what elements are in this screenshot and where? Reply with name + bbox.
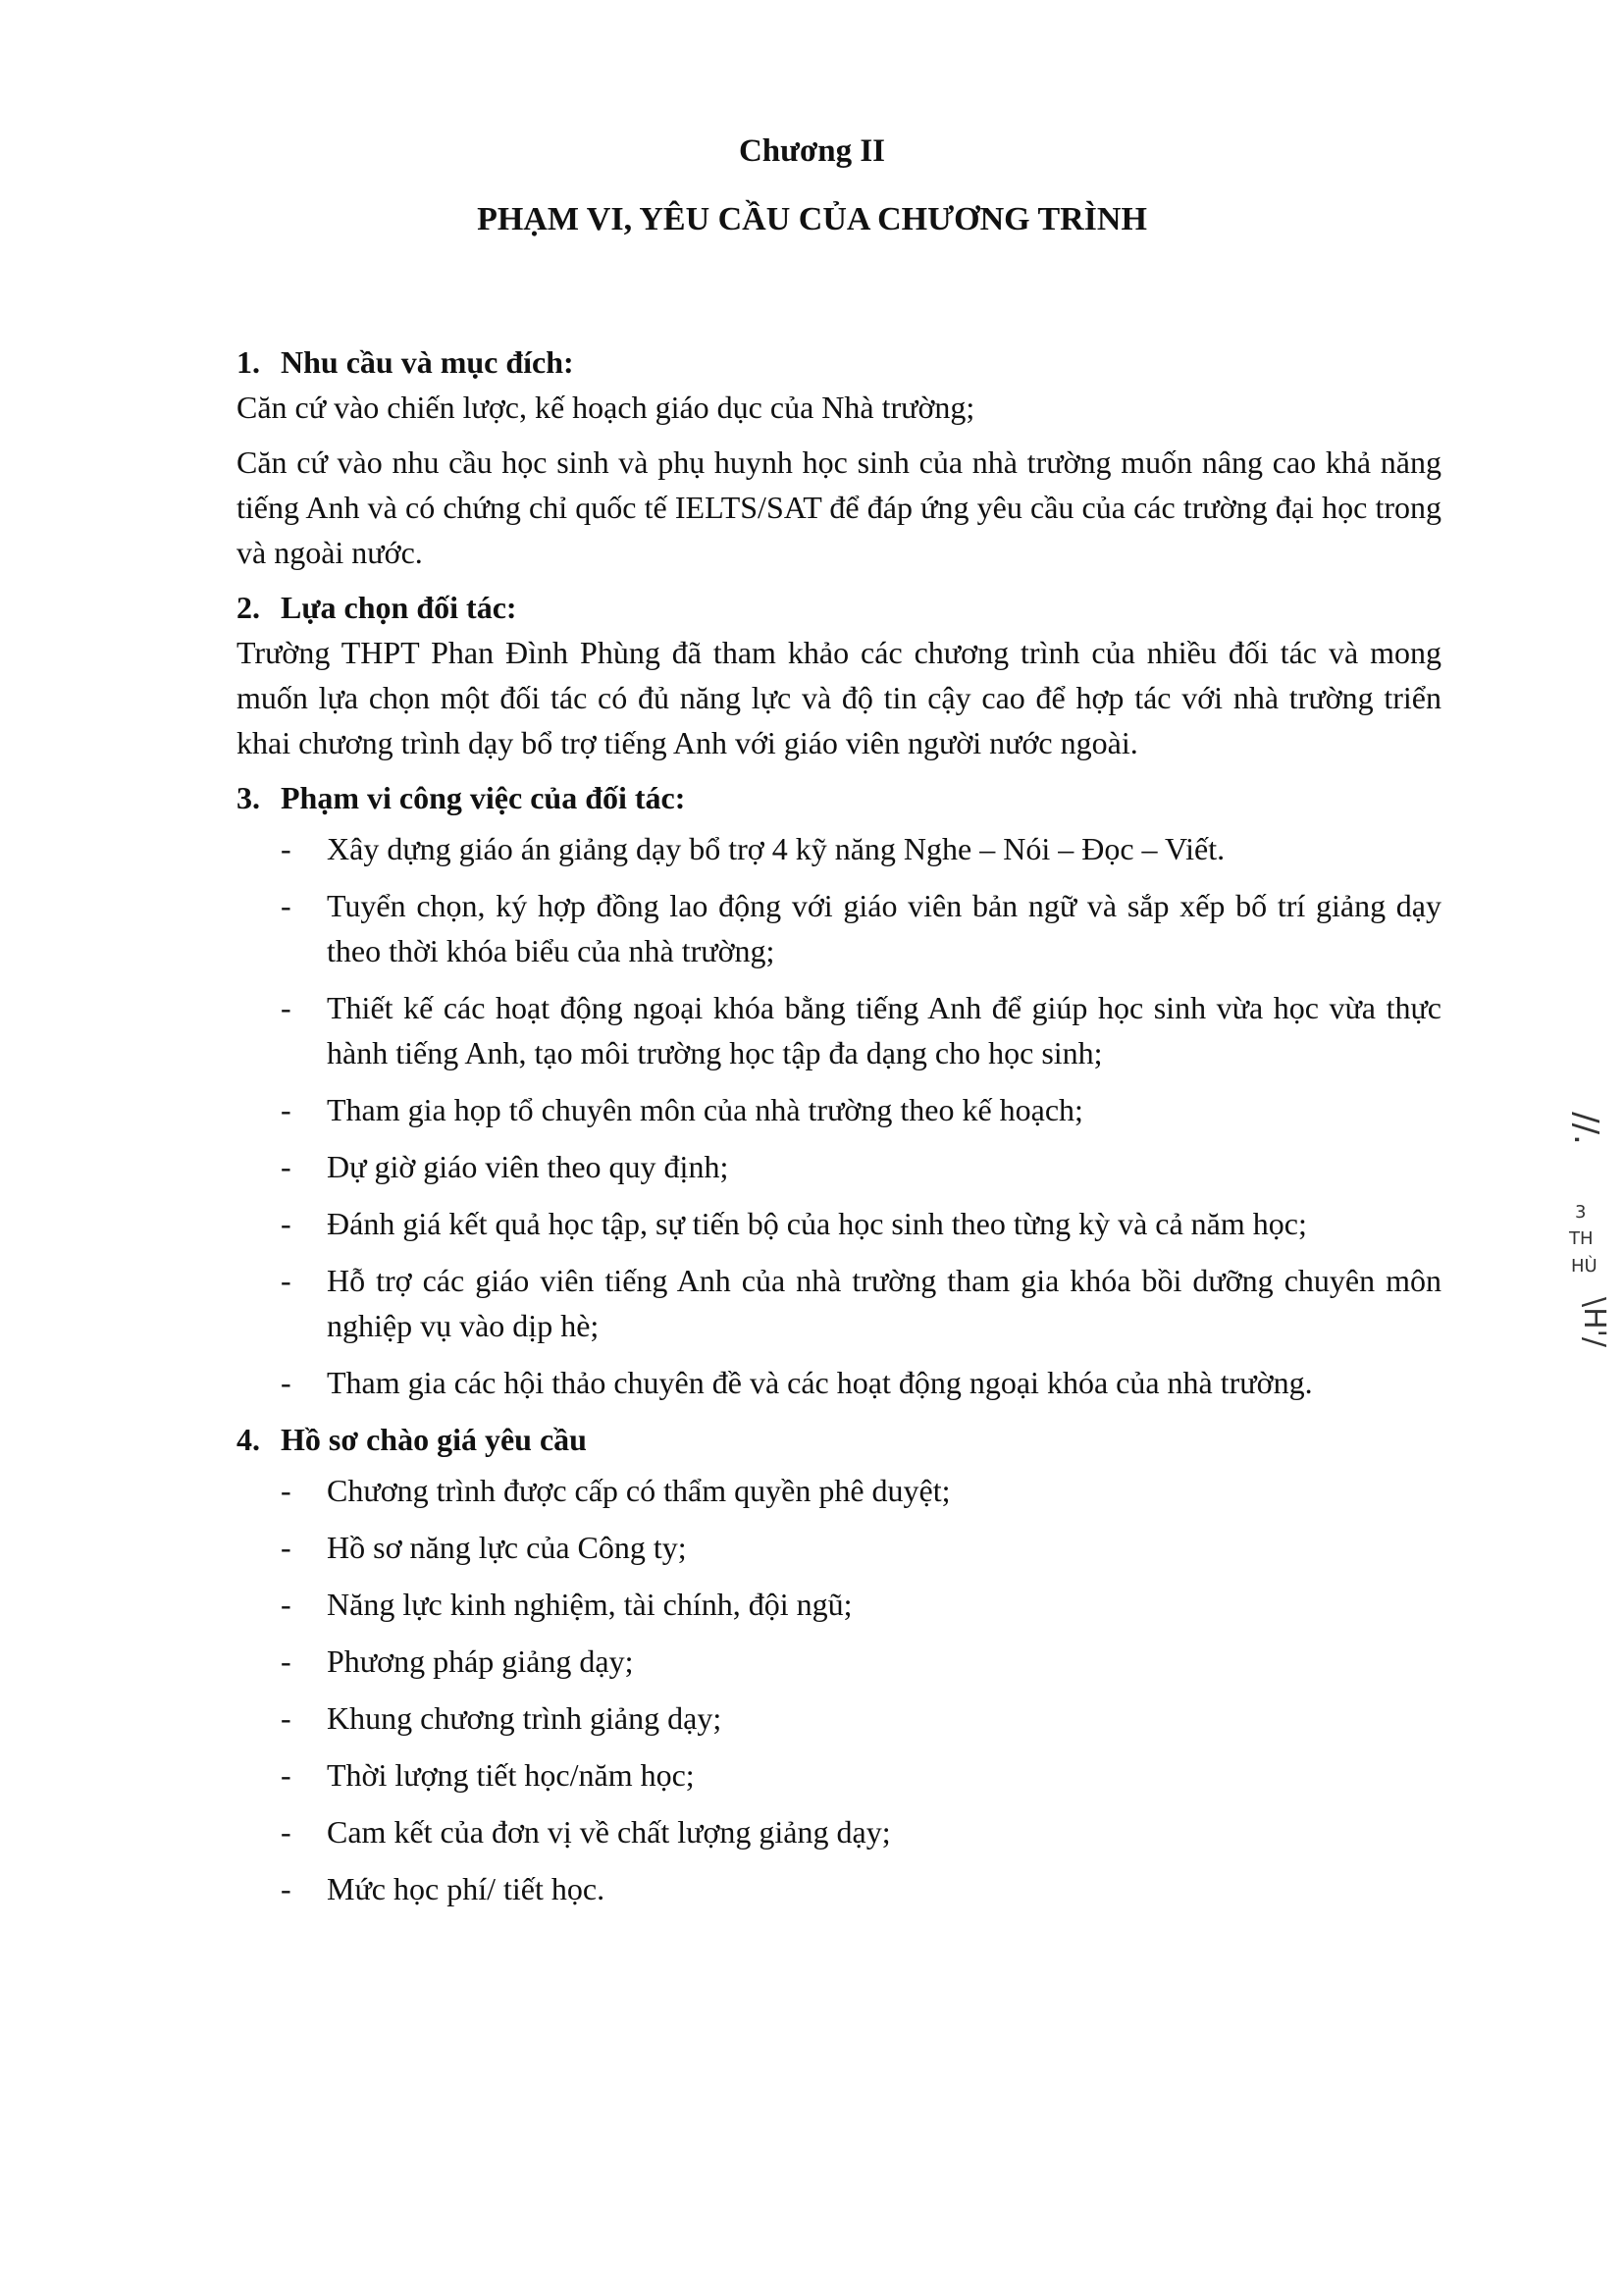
section-heading-text: Nhu cầu và mục đích: [281,344,574,380]
requirements-list [236,1468,1441,1911]
dash-bullet: - [281,1365,291,1400]
list-item: - Tham gia các hội thảo chuyên đề và các hoạt động ngoại khóa của nhà trường. [236,1360,1441,1405]
dash-bullet: - [281,888,291,923]
section-heading-text: Phạm vi công việc của đối tác: [281,780,686,815]
dash-bullet: - [281,1473,291,1508]
dash-bullet: - [281,1700,291,1736]
dash-bullet: - [281,831,291,866]
section-heading [236,1417,1441,1462]
list-item: - Tham gia họp tổ chuyên môn của nhà trường theo kế hoạch; [236,1087,1441,1132]
section-number: 2. [236,590,260,625]
list-item: - Xây dựng giáo án giảng dạy bổ trợ 4 kỹ năng Nghe – Nói – Đọc – Viết. [236,826,1441,871]
dash-bullet: - [281,1643,291,1679]
list-item: - Dự giờ giáo viên theo quy định; [236,1144,1441,1189]
document-body [236,339,1441,1923]
dash-bullet: - [281,1206,291,1241]
section-heading [236,339,1441,385]
dash-bullet: - [281,1530,291,1565]
list-item: - Thời lượng tiết học/năm học; [236,1752,1441,1798]
list-item: - Đánh giá kết quả học tập, sự tiến bộ của học sinh theo từng kỳ và cả năm học; [236,1201,1441,1246]
section-number: 1. [236,344,260,380]
list-item: - Hồ sơ năng lực của Công ty; [236,1525,1441,1570]
dash-bullet: - [281,1757,291,1793]
paragraph: Trường THPT Phan Đình Phùng đã tham khảo các chương trình của nhiều đối tác và mong muốn lựa chọn một đối tác có đủ năng lực và độ tin cậy cao để hợp tác với nhà trường triển khai chương trình dạy bổ trợ tiếng Anh với giáo viên người nước ngoài. [236,635,1441,760]
document-title: PHẠM VI, YÊU CẦU CỦA CHƯƠNG TRÌNH [477,201,1147,237]
seal-mark: \H'/ [1577,1296,1612,1348]
seal-mark: //. [1565,1112,1605,1145]
list-item: - Chương trình được cấp có thẩm quyền phê duyệt; [236,1468,1441,1513]
section-heading-text: Hồ sơ chào giá yêu cầu [281,1422,587,1457]
list-item: - Phương pháp giảng dạy; [236,1639,1441,1684]
dash-bullet: - [281,1871,291,1906]
paragraph: Căn cứ vào chiến lược, kế hoạch giáo dục của Nhà trường; [236,390,975,425]
section-number: 3. [236,780,260,815]
list-item: - Thiết kế các hoạt động ngoại khóa bằng tiếng Anh để giúp học sinh vừa học vừa thực hành tiếng Anh, tạo môi trường học tập đa dạng cho học sinh; [236,985,1441,1075]
dash-bullet: - [281,1263,291,1298]
seal-text: 3 [1575,1202,1587,1223]
dash-bullet: - [281,1587,291,1622]
paragraph: Căn cứ vào nhu cầu học sinh và phụ huynh học sinh của nhà trường muốn nâng cao khả năng tiếng Anh và có chứng chỉ quốc tế IELTS/SAT để đáp ứng yêu cầu của các trường đại học trong và ngoài nước. [236,444,1441,570]
margin-seal-fragment [1555,1109,1614,1364]
list-item: - Khung chương trình giảng dạy; [236,1695,1441,1741]
dash-bullet: - [281,1092,291,1127]
chapter-heading: Chương II [738,133,886,169]
list-item: - Tuyển chọn, ký hợp đồng lao động với giáo viên bản ngữ và sắp xếp bố trí giảng dạy theo thời khóa biểu của nhà trường; [236,883,1441,973]
list-item: - Cam kết của đơn vị về chất lượng giảng dạy; [236,1809,1441,1854]
section-heading [236,775,1441,820]
section-number: 4. [236,1422,260,1457]
dash-bullet: - [281,990,291,1025]
scope-list [236,826,1441,1405]
list-item: - Năng lực kinh nghiệm, tài chính, đội ngũ; [236,1582,1441,1627]
dash-bullet: - [281,1814,291,1850]
list-item: - Hỗ trợ các giáo viên tiếng Anh của nhà trường tham gia khóa bồi dưỡng chuyên môn nghiệp vụ vào dịp hè; [236,1258,1441,1348]
dash-bullet: - [281,1149,291,1184]
seal-text: HÙ [1571,1256,1598,1277]
list-item: - Mức học phí/ tiết học. [236,1866,1441,1911]
section-heading-text: Lựa chọn đối tác: [281,590,517,625]
seal-text: TH [1569,1228,1594,1249]
section-heading [236,585,1441,630]
